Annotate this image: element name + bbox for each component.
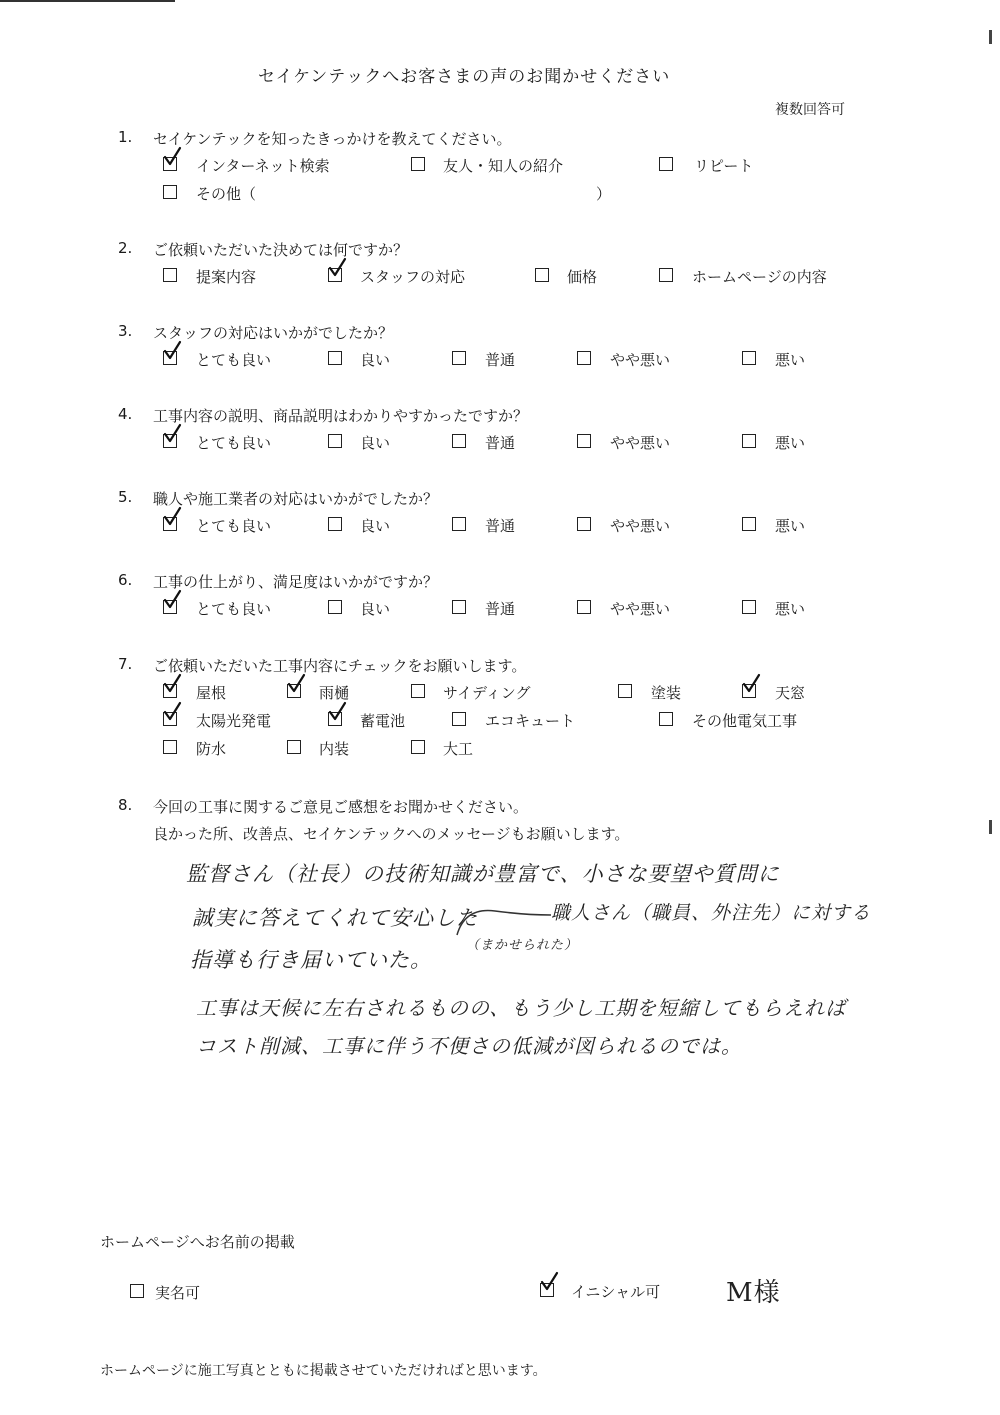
comment-line: 職人さん（職員、外注先）に対する (551, 902, 872, 924)
checkbox[interactable] (535, 268, 549, 282)
checkmark-icon (162, 590, 182, 610)
question-text: 工事の仕上がり、満足度はいかがですか？ (153, 573, 439, 591)
page-title: セイケンテックへお客さまの声のお聞かせください (258, 67, 671, 87)
multi-answer-note: 複数回答可 (775, 102, 845, 118)
option-label: とても良い (196, 517, 272, 535)
question-number: 6. (118, 571, 133, 589)
checkbox-real-name[interactable] (130, 1284, 144, 1298)
option-label: その他電気工事 (692, 712, 798, 730)
checkmark-icon (162, 674, 182, 694)
option-label: 太陽光発電 (196, 712, 272, 730)
checkbox[interactable] (411, 684, 425, 698)
option-label: やや悪い (610, 434, 671, 452)
checkbox[interactable] (452, 351, 466, 365)
checkbox[interactable] (742, 351, 756, 365)
checkbox[interactable] (659, 268, 673, 282)
question-text: 今回の工事に関するご意見ご感想をお聞かせください。 (153, 798, 529, 816)
option-label: やや悪い (610, 600, 671, 618)
scan-edge-mark (989, 820, 992, 834)
option-label: 蓄電池 (360, 712, 406, 730)
checkbox[interactable] (577, 351, 591, 365)
checkbox[interactable] (742, 434, 756, 448)
option-label: 友人・知人の紹介 (443, 157, 564, 175)
checkmark-icon (286, 674, 306, 694)
option-label: とても良い (196, 600, 272, 618)
checkmark-icon (162, 341, 182, 361)
footer-heading: ホームページへお名前の掲載 (100, 1233, 295, 1251)
checkbox[interactable] (287, 740, 301, 754)
option-label: 良い (360, 434, 391, 452)
comment-line: 誠実に答えてくれて安心した (192, 906, 478, 930)
checkbox[interactable] (411, 157, 425, 171)
checkbox[interactable] (328, 434, 342, 448)
option-label: 天窓 (775, 684, 806, 702)
question-number: 7. (118, 655, 133, 673)
option-label: 悪い (775, 434, 806, 452)
checkbox[interactable] (452, 434, 466, 448)
checkbox[interactable] (452, 517, 466, 531)
checkbox[interactable] (163, 185, 177, 199)
checkbox[interactable] (411, 740, 425, 754)
checkbox[interactable] (577, 434, 591, 448)
option-label: 大工 (443, 740, 474, 758)
option-label: とても良い (196, 351, 272, 369)
footer-note: ホームページに施工写真とともに掲載させていただければと思います。 (100, 1363, 547, 1379)
scan-edge-line (0, 0, 175, 2)
checkmark-icon (162, 507, 182, 527)
initial-label: イニシャル可 (571, 1283, 661, 1301)
option-label: 普通 (485, 351, 516, 369)
option-label: 悪い (775, 600, 806, 618)
checkbox[interactable] (328, 517, 342, 531)
question-number: 2. (118, 239, 133, 257)
checkbox[interactable] (452, 600, 466, 614)
option-label: エコキュート (485, 712, 576, 730)
option-label: 良い (360, 517, 391, 535)
checkbox[interactable] (163, 740, 177, 754)
option-label: 悪い (775, 351, 806, 369)
comment-line: 監督さん（社長）の技術知識が豊富で、小さな要望や質問に (186, 862, 780, 886)
checkmark-icon (327, 258, 347, 278)
comment-line: 工事は天候に左右されるものの、もう少し工期を短縮してもらえれば (196, 996, 847, 1020)
checkmark-icon (162, 147, 182, 167)
checkmark-icon (327, 702, 347, 722)
option-label: リピート (694, 157, 754, 175)
checkmark-icon (741, 674, 761, 694)
question-text: スタッフの対応はいかがでしたか？ (153, 324, 394, 342)
checkbox[interactable] (577, 517, 591, 531)
question-number: 8. (118, 796, 133, 814)
signature: M様 (726, 1278, 781, 1308)
checkbox[interactable] (163, 268, 177, 282)
option-label: 普通 (485, 600, 516, 618)
option-label: 良い (360, 351, 391, 369)
option-label: 雨樋 (319, 684, 350, 702)
option-label: 屋根 (196, 684, 227, 702)
checkbox[interactable] (328, 351, 342, 365)
real-name-label: 実名可 (155, 1284, 201, 1302)
checkbox[interactable] (618, 684, 632, 698)
option-label: 内装 (319, 740, 350, 758)
option-label: とても良い (196, 434, 272, 452)
question-text: 職人や施工業者の対応はいかがでしたか？ (153, 490, 439, 508)
option-label: やや悪い (610, 517, 671, 535)
option-label: 提案内容 (196, 268, 257, 286)
comment-insert: （まかせられた） (466, 938, 579, 953)
option-label: 悪い (775, 517, 806, 535)
question-text: 工事内容の説明、商品説明はわかりやすかったですか？ (153, 407, 529, 425)
question-number: 4. (118, 405, 133, 423)
checkbox[interactable] (659, 712, 673, 726)
option-bracket: ） (596, 185, 612, 203)
option-label: やや悪い (610, 351, 671, 369)
option-label: 普通 (485, 434, 516, 452)
option-label: 塗装 (651, 684, 682, 702)
option-label: サイディング (443, 684, 531, 702)
comment-line: 指導も行き届いていた。 (190, 948, 432, 972)
option-label: インターネット検索 (196, 157, 330, 175)
checkbox[interactable] (577, 600, 591, 614)
question-number: 5. (118, 488, 133, 506)
checkbox[interactable] (742, 517, 756, 531)
option-label: スタッフの対応 (360, 268, 466, 286)
option-label: 良い (360, 600, 391, 618)
comment-line: コスト削減、工事に伴う不便さの低減が図られるのでは。 (196, 1034, 742, 1058)
question-text: ご依頼いただいた工事内容にチェックをお願いします。 (153, 657, 527, 675)
option-label: ホームページの内容 (692, 268, 827, 286)
question-text-line2: 良かった所、改善点、セイケンテックへのメッセージもお願いします。 (153, 825, 630, 843)
question-text: セイケンテックを知ったきっかけを教えてください。 (153, 130, 512, 148)
insert-caret-icon (455, 905, 555, 945)
checkmark-icon (162, 702, 182, 722)
question-text: ご依頼いただいた決めては何ですか？ (153, 241, 409, 259)
checkmark-icon (539, 1272, 559, 1292)
option-label: 普通 (485, 517, 516, 535)
checkbox[interactable] (742, 600, 756, 614)
option-label: 防水 (196, 740, 227, 758)
scan-edge-mark (989, 30, 992, 44)
checkbox[interactable] (659, 157, 673, 171)
checkbox[interactable] (452, 712, 466, 726)
option-label: その他（ (196, 185, 257, 203)
checkbox[interactable] (328, 600, 342, 614)
question-number: 3. (118, 322, 133, 340)
question-number: 1. (118, 128, 133, 146)
checkmark-icon (162, 424, 182, 444)
option-label: 価格 (567, 268, 598, 286)
